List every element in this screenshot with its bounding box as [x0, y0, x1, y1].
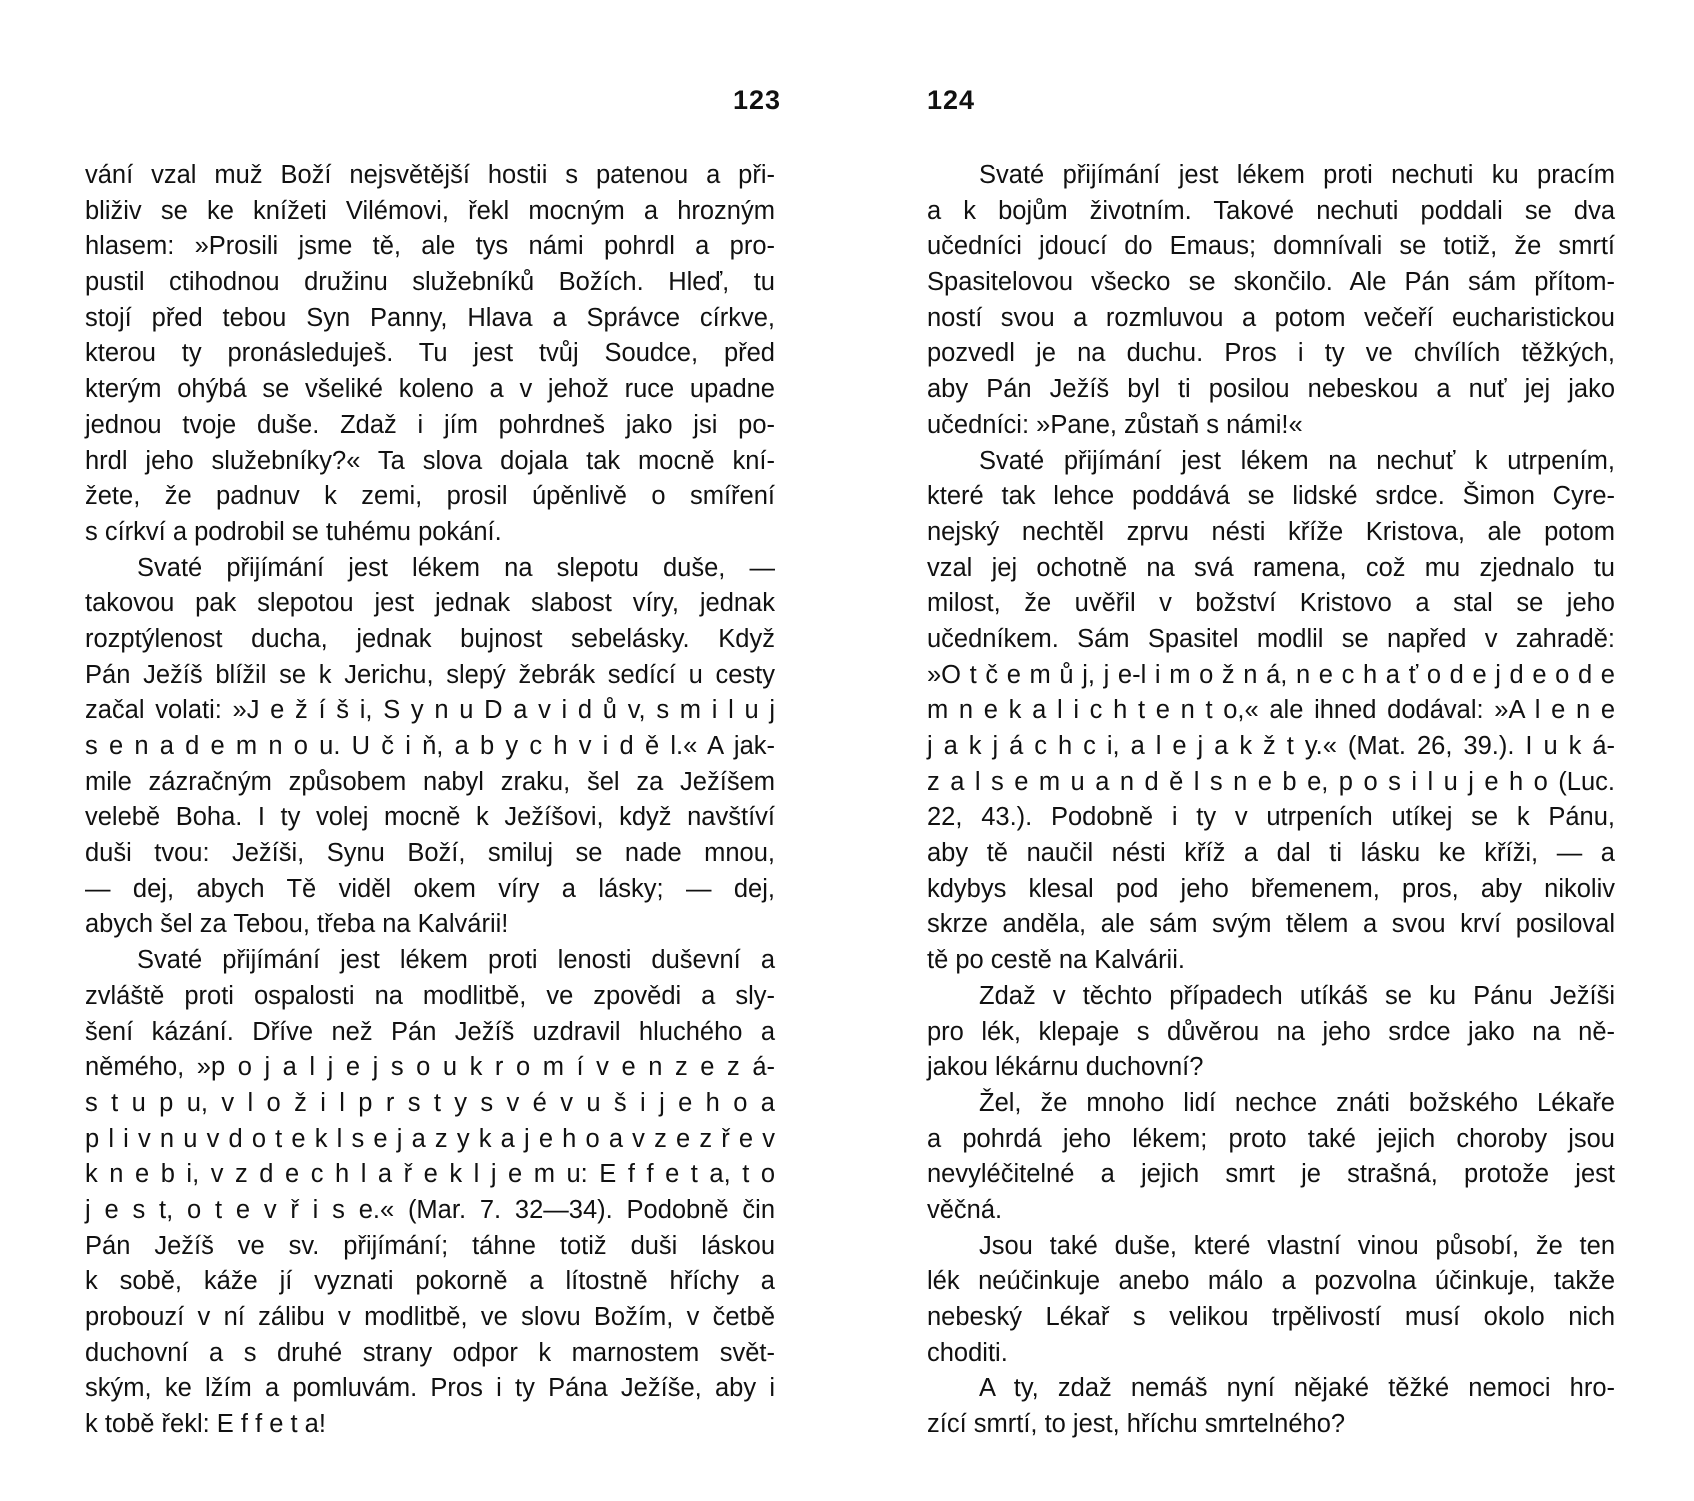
text-line: učedníci: »Pane, zůstaň s námi!« — [927, 410, 1303, 439]
page-number: 123 — [733, 85, 782, 115]
text-line: milost, že uvěřil v božství Kristovo a stal se jeho — [927, 589, 1615, 618]
text-line: Pán Ježíš blížil se k Jerichu, slepý žebrák sedící u cesty — [85, 660, 775, 689]
text-line: Pán Ježíš ve sv. přijímání; táhne totiž duši láskou — [85, 1231, 775, 1260]
text-line: hlasem: »Prosili jsme tě, ale tys námi pohrdl a pro- — [85, 232, 775, 261]
text-line: vání vzal muž Boží nejsvětější hostii s patenou a při- — [85, 161, 775, 189]
text-line: j e s t, o t e v ř i s e.« (Mar. 7. 32—34). Podobně čin — [85, 1195, 775, 1224]
text-line: učedníci jdoucí do Emaus; domnívali se totiž, že smrtí — [927, 232, 1615, 261]
text-line: j a k j á c h c i, a l e j a k ž t y.« (Mat. 26, 39.). I u k á- — [927, 732, 1615, 760]
text-line: choditi. — [927, 1338, 1008, 1367]
text-line: k n e b i, v z d e c h l a ř e k l j e m u: E f f e t a, t o — [85, 1160, 775, 1189]
text-line: »O t č e m ů j, j e-l i m o ž n á, n e c h a ť o d e j d e o d e — [927, 660, 1615, 689]
text-line: Svaté přijímání jest lékem na slepotu duše, — — [137, 553, 775, 582]
text-line: šení kázání. Dříve než Pán Ježíš uzdravil hluchého a — [85, 1017, 775, 1046]
text-line: Svaté přijímání jest lékem na nechuť k utrpením, — [979, 446, 1615, 475]
text-line: probouzí v ní zálibu v modlitbě, ve slovu Božím, v četbě — [85, 1303, 775, 1331]
text-line: aby tě naučil nésti kříž a dal ti lásku ke kříži, — a — [927, 839, 1615, 868]
page-text — [927, 158, 1615, 1443]
text-line: a k bojům životním. Takové nechuti poddali se dva — [927, 196, 1615, 225]
text-line: 22, 43.). Podobně i ty v utrpeních utíkej se k Pánu, — [927, 803, 1615, 832]
text-line: s t u p u, v l o ž i l p r s t y s v é v u š i j e h o a — [85, 1088, 775, 1117]
text-line: nejský nechtěl zprvu nésti kříže Kristova, ale potom — [927, 517, 1615, 546]
text-line: p l i v n u v d o t e k l s e j a z y k a j e h o a v z e z ř e v — [85, 1124, 775, 1153]
text-line: duchovní a s druhé strany odpor k marnostem svět- — [85, 1338, 775, 1367]
page-number: 124 — [927, 85, 976, 115]
text-line: jednou tvoje duše. Zdaž i jím pohrdneš jako jsi po- — [85, 410, 775, 439]
text-line: aby Pán Ježíš byl ti posilou nebeskou a nuť jej jako — [927, 375, 1615, 404]
text-line: s církví a podrobil se tuhému pokání. — [85, 517, 502, 546]
text-line: — dej, abych Tě viděl okem víry a lásky; — dej, — [85, 874, 775, 903]
text-line: jakou lékárnu duchovní? — [927, 1053, 1204, 1082]
text-line: Svaté přijímání jest lékem proti lenosti duševní a — [137, 946, 775, 975]
text-line: zvláště proti ospalosti na modlitbě, ve zpovědi a sly- — [85, 981, 775, 1010]
text-line: ským, ke lžím a pomluvám. Pros i ty Pána Ježíše, aby i — [85, 1374, 775, 1403]
text-line: rozptýlenost ducha, jednak bujnost sebelásky. Když — [85, 624, 775, 653]
text-line: pustil ctihodnou družinu služebníků Božích. Hleď, tu — [85, 268, 775, 297]
text-line: Žel, že mnoho lidí nechce znáti božského Lékaře — [979, 1088, 1615, 1117]
text-line: vzal jej ochotně na svá ramena, což mu zjednalo tu — [927, 553, 1615, 582]
text-line: m n e k a l i c h t e n t o,« ale ihned dodával: »A l e n e — [927, 696, 1615, 725]
text-line: věčná. — [927, 1195, 1003, 1224]
text-line: stojí před tebou Syn Panny, Hlava a Správce církve, — [85, 303, 775, 332]
text-line: které tak lehce poddává se lidské srdce. Šimon Cyre- — [927, 482, 1615, 511]
text-line: lék neúčinkuje anebo málo a pozvolna účinkuje, takže — [927, 1267, 1615, 1296]
text-line: abych šel za Tebou, třeba na Kalvárii! — [85, 910, 509, 939]
text-line: s e n a d e m n o u. U č i ň, a b y c h v i d ě l.« A jak- — [85, 732, 775, 760]
text-line: Svaté přijímání jest lékem proti nechuti ku pracím — [979, 161, 1615, 189]
text-line: kterou ty pronásleduješ. Tu jest tvůj Soudce, před — [85, 339, 775, 368]
text-line: nebeský Lékař s velikou trpělivostí musí okolo nich — [927, 1303, 1615, 1331]
right-page — [847, 0, 1694, 1501]
text-line: mile zázračným způsobem nabyl zraku, šel za Ježíšem — [85, 767, 775, 796]
text-line: k sobě, káže jí vyznati pokorně a lítostně hříchy a — [85, 1267, 775, 1296]
text-line: bliživ se ke knížeti Vilémovi, řekl mocným a hrozným — [85, 196, 775, 225]
text-line: velebě Boha. I ty volej mocně k Ježíšovi, když navštíví — [85, 803, 775, 832]
page-text — [85, 158, 775, 1443]
text-line: němého, »p o j a l j e j s o u k r o m í v e n z e z á- — [85, 1053, 775, 1082]
text-line: Jsou také duše, které vlastní vinou působí, že ten — [979, 1231, 1615, 1260]
text-line: A ty, zdaž nemáš nyní nějaké těžké nemoci hro- — [979, 1374, 1615, 1403]
text-line: hrdl jeho služebníky?« Ta slova dojala tak mocně kní- — [85, 446, 775, 475]
text-line: tě po cestě na Kalvárii. — [927, 946, 1185, 975]
text-line: skrze anděla, ale sám svým tělem a svou krví posiloval — [927, 910, 1615, 939]
text-line: kterým ohýbá se všeliké koleno a v jehož ruce upadne — [85, 375, 775, 404]
text-line: takovou pak slepotou jest jednak slabost víry, jednak — [85, 589, 775, 618]
text-line: kdybys klesal pod jeho břemenem, pros, aby nikoliv — [927, 874, 1615, 903]
text-line: ností svou a rozmluvou a potom večeří eucharistickou — [927, 303, 1615, 332]
text-line: a pohrdá jeho lékem; proto také jejich choroby jsou — [927, 1124, 1615, 1153]
text-line: pozvedl je na duchu. Pros i ty ve chvílích těžkých, — [927, 339, 1615, 368]
text-line: Spasitelovou všecko se skončilo. Ale Pán sám přítom- — [927, 268, 1615, 297]
text-line: učedníkem. Sám Spasitel modlil se napřed v zahradě: — [927, 624, 1615, 653]
text-line: z a l s e m u a n d ě l s n e b e, p o s i l u j e h o (Luc. — [927, 767, 1615, 796]
text-line: pro lék, klepaje s důvěrou na jeho srdce jako na ně- — [927, 1017, 1615, 1046]
text-line: k tobě řekl: E f f e t a! — [85, 1410, 326, 1439]
text-line: Zdaž v těchto případech utíkáš se ku Pánu Ježíši — [979, 981, 1615, 1010]
text-line: začal volati: »J e ž í š i, S y n u D a v i d ů v, s m i l u j — [85, 696, 775, 725]
text-line: nevyléčitelné a jejich smrt je strašná, protože jest — [927, 1160, 1615, 1189]
text-line: žete, že padnuv k zemi, prosil úpěnlivě o smíření — [85, 482, 775, 511]
left-page — [0, 0, 820, 1501]
text-line: duši tvou: Ježíši, Synu Boží, smiluj se nade mnou, — [85, 839, 775, 868]
text-line: zící smrtí, to jest, hříchu smrtelného? — [927, 1410, 1346, 1439]
